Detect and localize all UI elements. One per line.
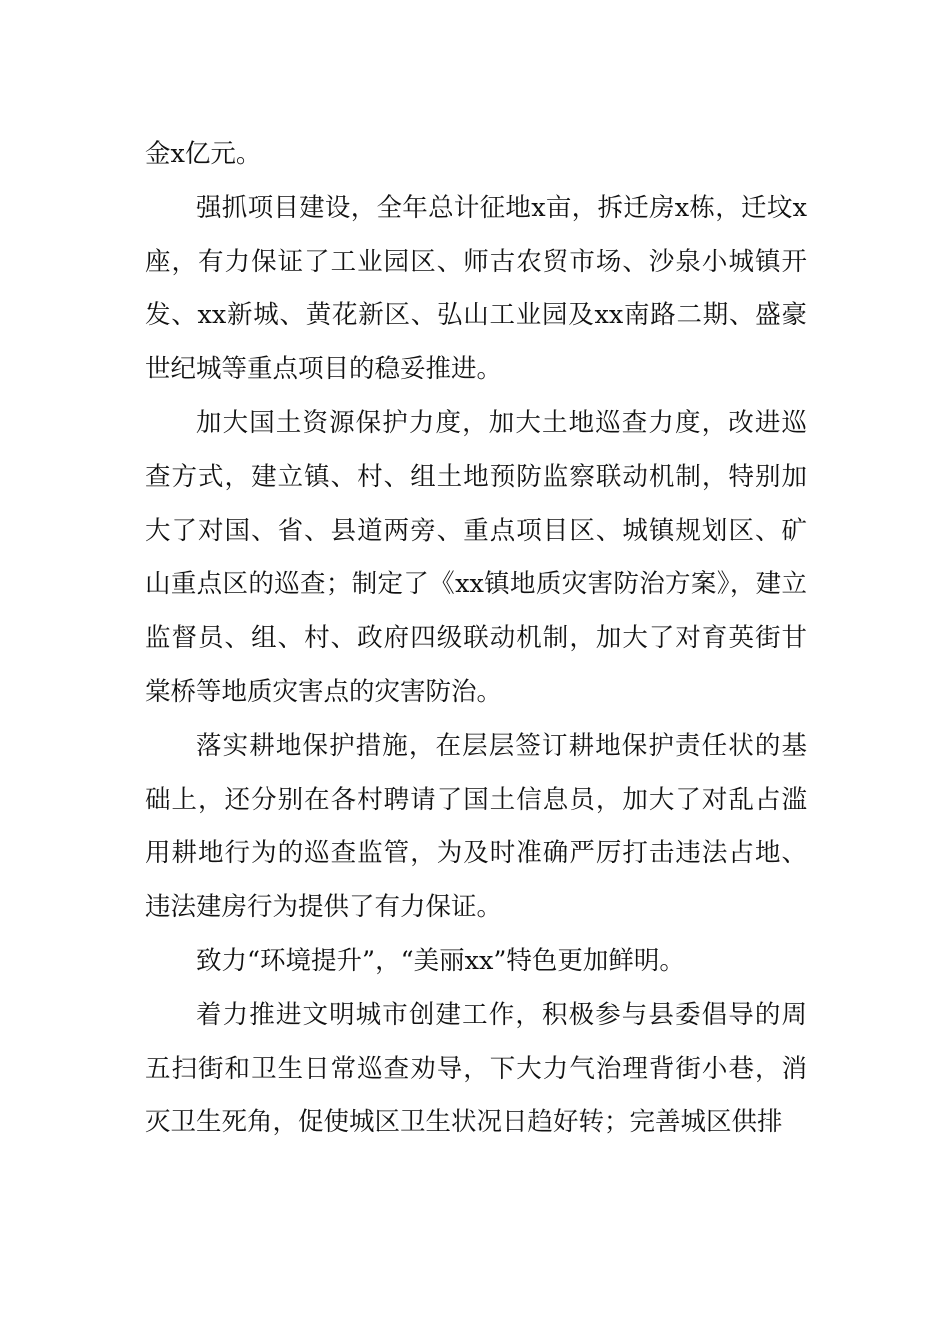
paragraph-continuation: 金x亿元。 — [145, 139, 262, 169]
paragraph-land-protection: 加大国土资源保护力度，加大土地巡查力度，改进巡查方式，建立镇、村、组土地预防监察联动机制，特别加大了对国、省、县道两旁、重点项目区、城镇规划区、矿山重点区的巡查；制定了《xx镇地质灾害防治方案》，建立监督员、组、村、政府四级联动机制，加大了对育英街甘棠桥等地质灾害点的灾害防治。 — [145, 407, 807, 707]
paragraph-farmland-protection: 落实耕地保护措施，在层层签订耕地保护责任状的基础上，还分别在各村聘请了国土信息员，加大了对乱占滥用耕地行为的巡查监管，为及时准确严厉打击违法占地、违法建房行为提供了有力保证。 — [145, 730, 807, 923]
paragraph-environment-heading: 致力“环境提升”，“美丽xx”特色更加鲜明。 — [196, 945, 685, 976]
paragraph-civilized-city: 着力推进文明城市创建工作，积极参与县委倡导的周五扫街和卫生日常巡查劝导，下大力气治理背街小巷，消灭卫生死角，促使城区卫生状况日趋好转；完善城区供排 — [145, 999, 807, 1138]
paragraph-project-construction: 强抓项目建设，全年总计征地x亩，拆迁房x栋，迁坟x座，有力保证了工业园区、师古农贸市场、沙泉小城镇开发、xx新城、黄花新区、弘山工业园及xx南路二期、盛豪世纪城等重点项目的稳妥推进。 — [145, 192, 807, 385]
document-body — [145, 128, 807, 1150]
